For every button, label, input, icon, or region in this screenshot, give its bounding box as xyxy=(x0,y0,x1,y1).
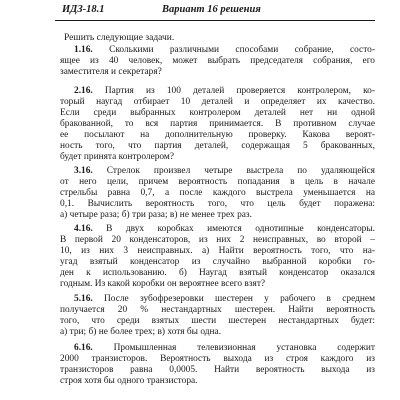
task-1-line-2: ящее из 40 человек, может выбрать председателя собрания, его xyxy=(60,56,375,66)
task-2-line-4: бракованной, то вся партия принимается. В противном случае xyxy=(60,119,375,129)
task-3-line-2: от него цели, причем вероятность попадания в цель в начале xyxy=(60,177,375,187)
task-1-line-3: заместителя и секретаря? xyxy=(60,67,162,77)
task-6-line-4: строя хотя бы одного транзистора. xyxy=(60,376,198,386)
header-assignment-id: ИДЗ-18.1 xyxy=(62,4,105,15)
intro-text: Решить следующие задачи. xyxy=(64,33,175,43)
task-2-line-6: ность того, что партия деталей, содержащая 5 бракованных, xyxy=(60,141,375,151)
task-4-line-6: годным. Из какой коробки он вероятнее всего взят? xyxy=(60,279,266,289)
task-3 xyxy=(60,166,375,221)
task-6-line-2: 2000 транзисторов. Вероятность выхода из строя каждого из xyxy=(60,354,375,364)
task-5 xyxy=(60,294,375,338)
task-4-line-3: 10, из них 3 неисправных. а) Найти вероятность того, что на- xyxy=(60,246,375,256)
task-2-line-2: торый наугад отбирает 10 деталей и определяет их качество. xyxy=(60,97,375,107)
task-4-line-5: ден к использованию. б) Наугад взятый конденсатор оказался xyxy=(60,268,375,278)
task-3-line-4: 0,1. Вычислить вероятность того, что цель будет поражена: xyxy=(60,199,375,209)
task-5-number: 5.16. xyxy=(74,294,93,304)
task-6-line-1: Промышленная телевизионная установка содержит xyxy=(92,343,375,353)
task-4-number: 4.16. xyxy=(74,224,93,234)
task-6-line-3: транзисторов равна 0,0005. Найти вероятность выхода из xyxy=(60,365,375,375)
task-1-line-1: Сколькими различными способами собрание, состо- xyxy=(92,45,375,55)
task-5-line-2: получается 20 % нестандартных шестерен. Найти вероятность xyxy=(60,305,375,315)
task-5-line-4: а) три; б) не более трех; в) хотя бы одна. xyxy=(60,327,222,337)
header-rule xyxy=(55,20,375,21)
task-1-number: 1.16. xyxy=(74,45,93,55)
task-6 xyxy=(60,343,375,387)
task-3-line-1: Стрелок произвел четыре выстрела по удаляющейся xyxy=(92,166,375,176)
task-5-line-3: того, что среди взятых шести шестерен нестандартных будет: xyxy=(60,316,375,326)
task-3-number: 3.16. xyxy=(74,166,93,176)
header-variant: Вариант 16 решения xyxy=(162,4,261,15)
task-2-line-1: Партия из 100 деталей проверяется контролером, ко- xyxy=(92,86,375,96)
task-5-line-1: После зубофрезеровки шестерен у рабочего в среднем xyxy=(92,294,375,304)
task-4-line-2: В первой 20 конденсаторов, из них 2 неисправных, во второй – xyxy=(60,235,375,245)
task-2-line-7: будет принята контролером? xyxy=(60,152,175,162)
task-2-line-5: ее посылают на дополнительную проверку. Какова вероят- xyxy=(60,130,375,140)
task-2-number: 2.16. xyxy=(74,86,93,96)
task-3-line-3: стрельбы равна 0,7, а после каждого выстрела уменьшается на xyxy=(60,188,375,198)
task-2-line-3: Если среди выбранных контролером деталей нет ни одной xyxy=(60,108,375,118)
task-6-number: 6.16. xyxy=(74,343,93,353)
task-1 xyxy=(60,45,375,78)
task-3-line-5: а) четыре раза; б) три раза; в) не менее трех раз. xyxy=(60,210,252,220)
task-4 xyxy=(60,224,375,290)
task-4-line-1: В двух коробках имеются однотипные конденсаторы. xyxy=(92,224,375,234)
task-4-line-4: угад взятый конденсатор из случайно выбранной коробки го- xyxy=(60,257,375,267)
task-2 xyxy=(60,86,375,163)
